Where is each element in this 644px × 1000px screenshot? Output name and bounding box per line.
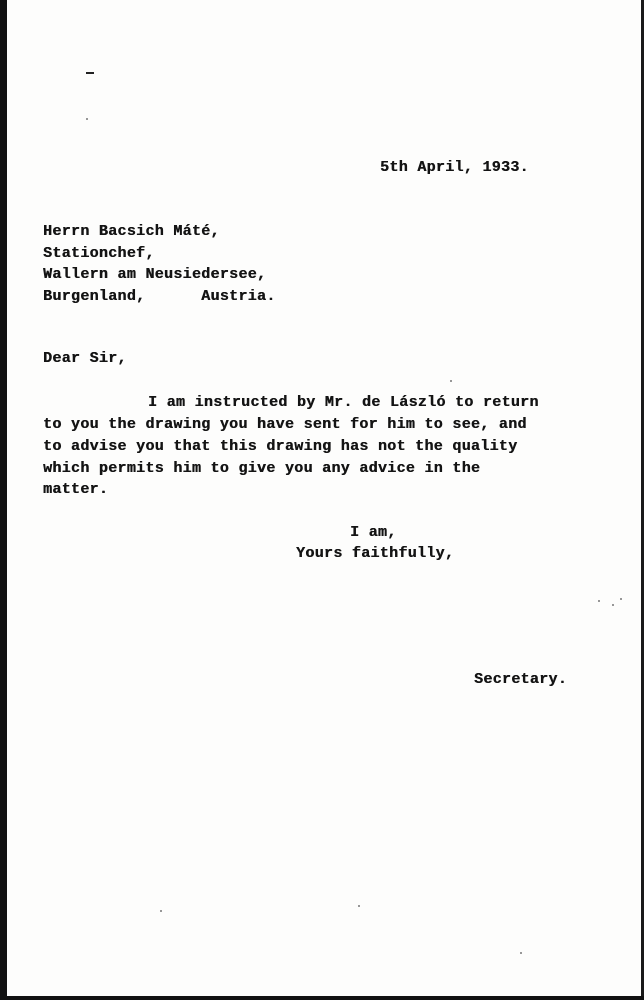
recipient-name: Herrn Bacsich Máté,	[43, 223, 220, 240]
scan-speck	[620, 598, 622, 600]
recipient-town: Wallern am Neusiedersee,	[43, 266, 267, 283]
scan-speck	[520, 952, 522, 954]
signature-title: Secretary.	[474, 671, 568, 688]
closing-line: Yours faithfully,	[296, 545, 455, 562]
salutation: Dear Sir,	[43, 350, 127, 367]
recipient-region: Burgenland, Austria.	[43, 288, 276, 305]
recipient-title: Stationchef,	[43, 245, 155, 262]
scan-speck	[358, 905, 360, 907]
closing-line: I am,	[350, 524, 397, 541]
body-line: which permits him to give you any advice in the	[43, 460, 481, 477]
scan-speck	[598, 600, 600, 602]
letter-date: 5th April, 1933.	[380, 159, 529, 176]
body-line: I am instructed by Mr. de László to return	[148, 394, 539, 411]
body-line: matter.	[43, 481, 109, 498]
scan-mark	[86, 72, 94, 74]
scan-speck	[160, 910, 162, 912]
body-line: to you the drawing you have sent for him to see, and	[43, 416, 527, 433]
scan-speck	[450, 380, 452, 382]
scan-speck	[612, 604, 614, 606]
scan-edge-left	[0, 0, 7, 1000]
scan-edge-bottom	[0, 996, 644, 1000]
body-line: to advise you that this drawing has not the quality	[43, 438, 518, 455]
scan-speck	[86, 118, 88, 120]
